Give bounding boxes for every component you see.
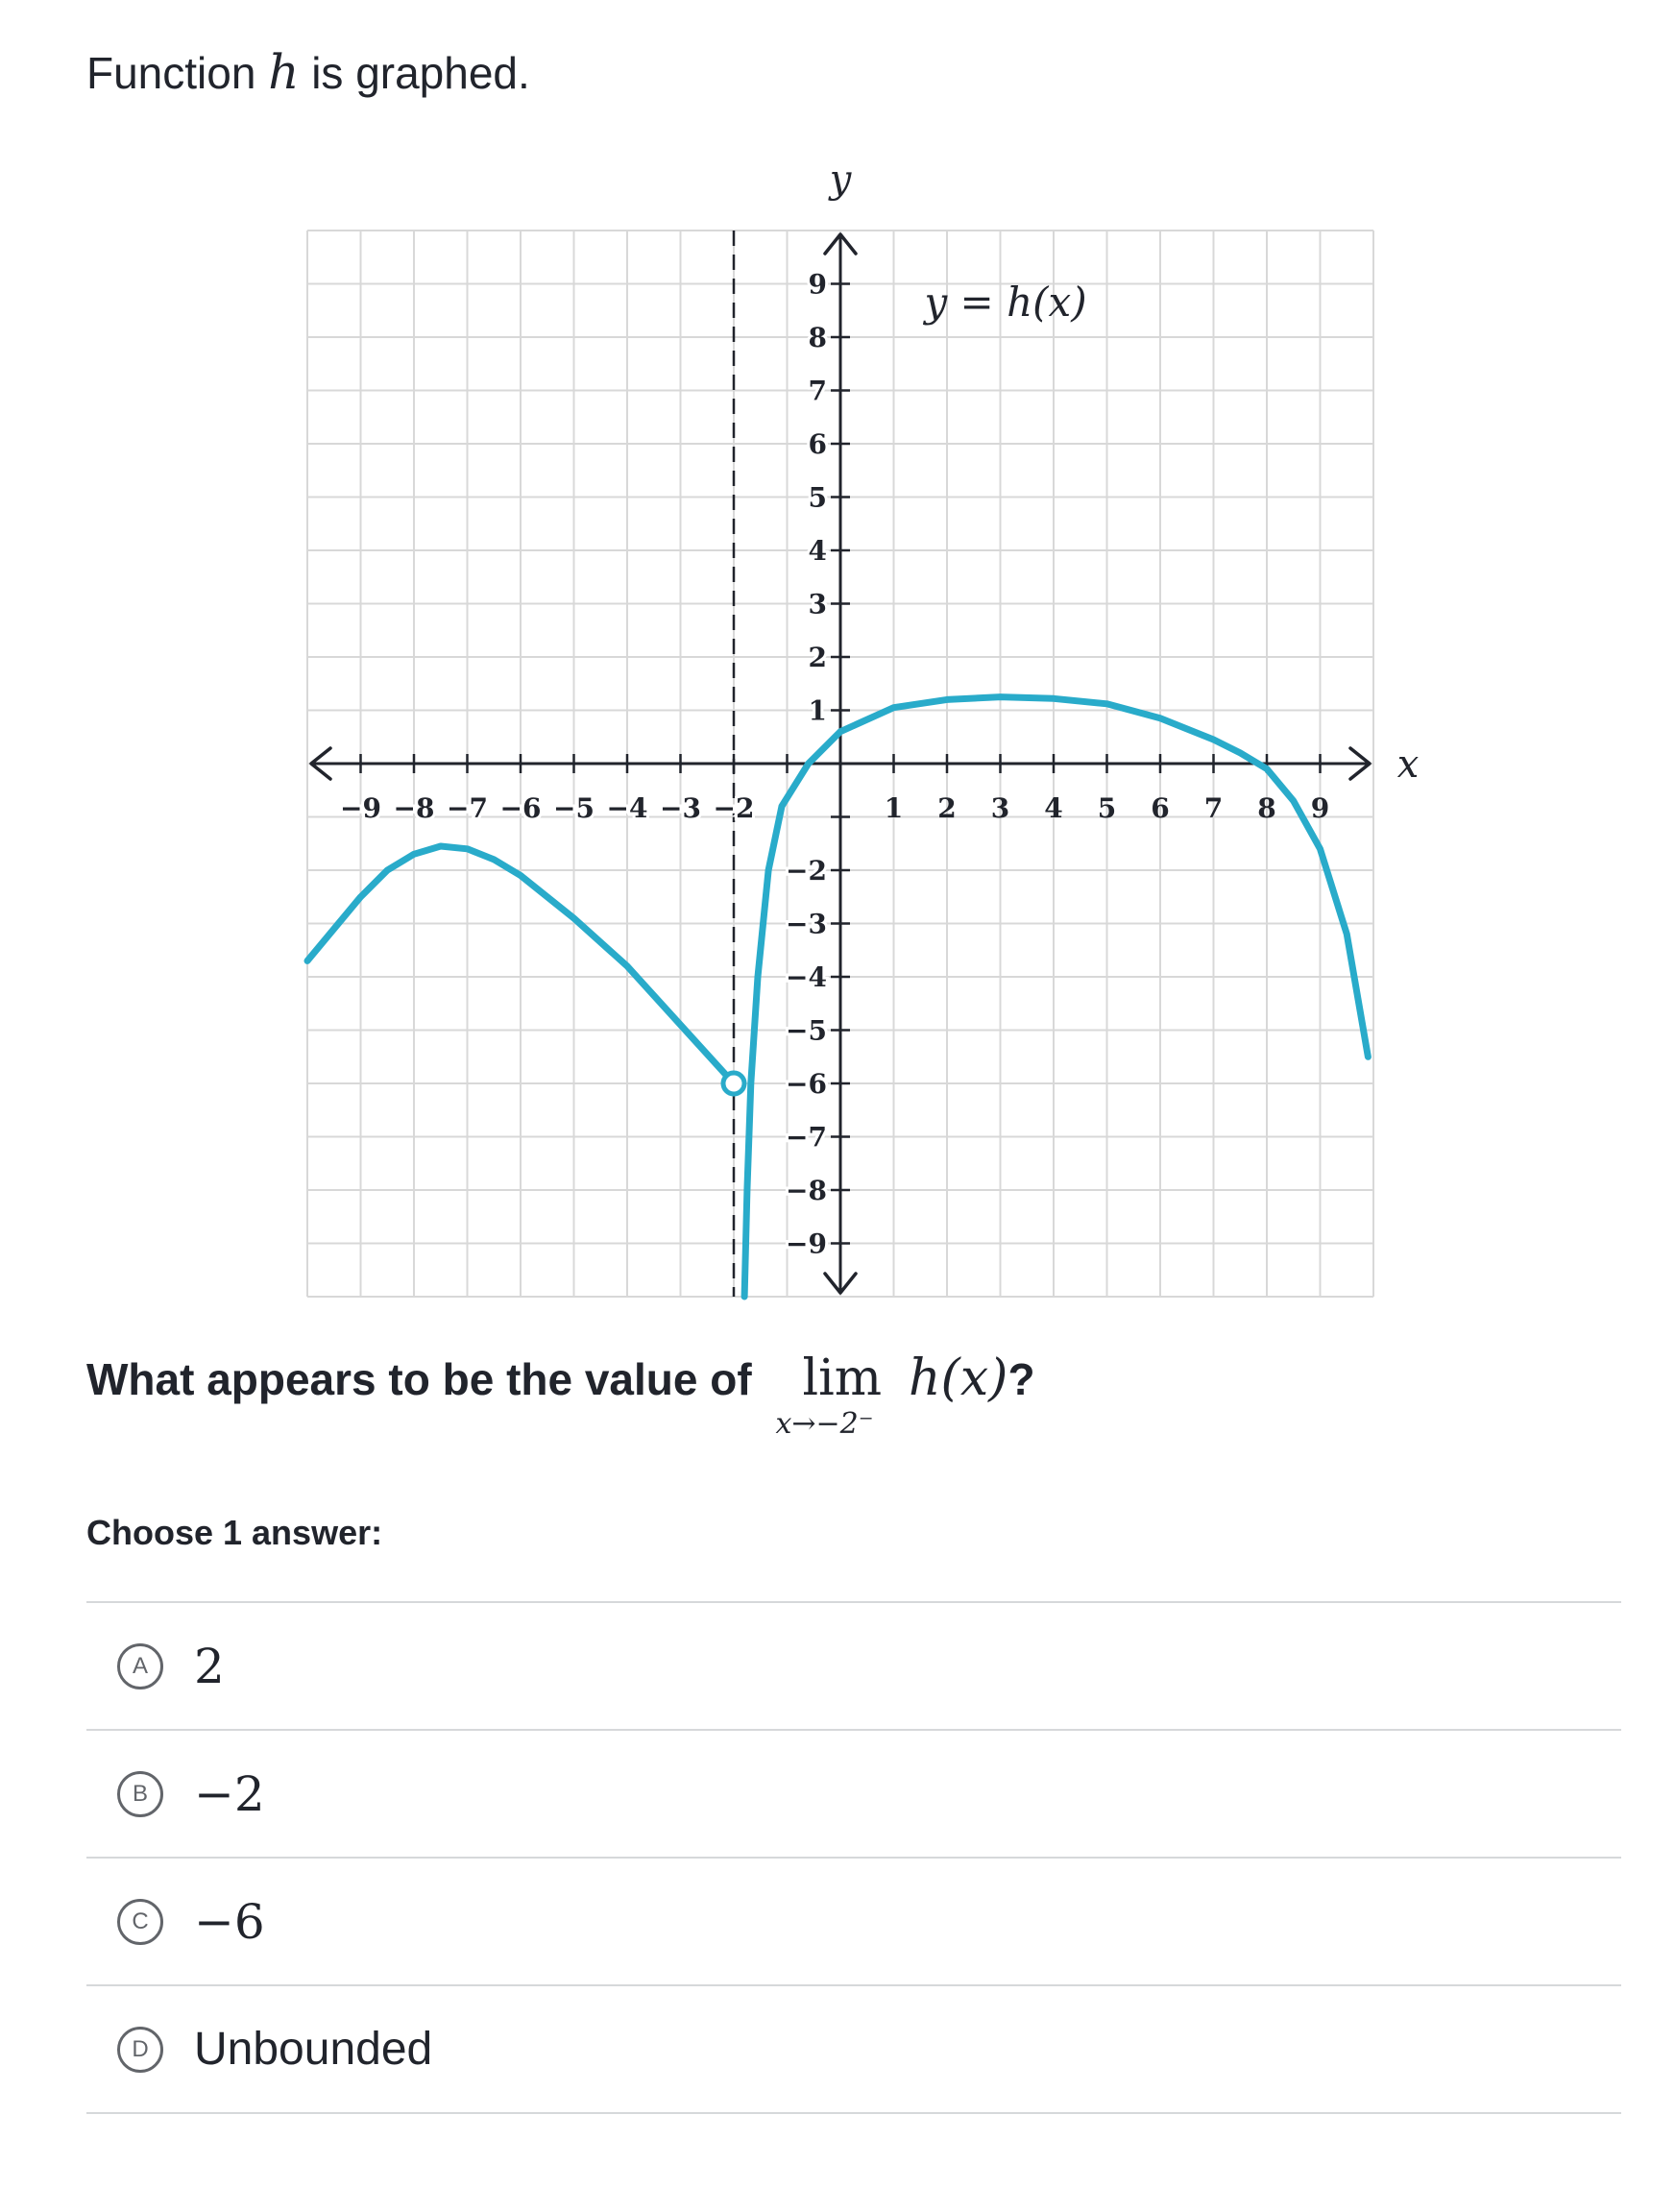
x-axis-label: x [1396,742,1420,787]
answer-choices [86,1601,1621,2114]
y-axis-label: y [829,158,852,202]
y-tick-label: 5 [808,481,827,514]
function-name: h [268,44,300,100]
y-tick-label: 6 [808,428,827,460]
limit-expression: h(x) [909,1349,1008,1407]
choice-b-text: −2 [194,1765,265,1822]
question-end: ? [1007,1354,1035,1404]
choice-c-text: −6 [194,1893,265,1950]
limit-word: lim [802,1349,883,1407]
x-tick-label: 3 [990,792,1010,824]
choice-d-text: Unbounded [194,2024,433,2075]
prompt-text-before: Function [86,48,269,98]
x-tick-label: 1 [884,792,904,824]
limit-subscript: x→−2⁻ [775,1407,874,1441]
y-tick-label: 2 [808,642,827,673]
y-tick-label: 7 [808,375,827,407]
x-tick-label: 2 [937,792,957,824]
y-tick-label: 9 [808,268,827,301]
y-tick-label: −5 [786,1014,827,1047]
choice-a-text: 2 [194,1638,225,1694]
x-tick-label: −9 [340,792,381,824]
x-tick-label: −6 [499,792,542,824]
y-tick-label: 1 [808,694,827,727]
y-tick-label: −3 [786,908,827,940]
x-tick-label: 8 [1257,792,1276,824]
x-tick-label: −7 [447,792,488,824]
series-label: y = h(x) [924,278,1087,326]
choice-d-bubble[interactable]: D [117,2027,163,2073]
y-tick-label: 8 [808,322,827,353]
limit-operator [775,1349,883,1441]
x-tick-label: −5 [553,792,595,824]
choice-b-bubble[interactable]: B [117,1771,163,1817]
choice-d[interactable] [86,1986,1621,2114]
x-tick-label: −8 [393,792,435,824]
x-tick-label: 9 [1310,792,1330,824]
x-tick-label: −4 [606,792,648,824]
x-tick-label: 4 [1044,792,1063,824]
open-circle-endpoint [723,1073,744,1094]
choice-c[interactable] [86,1859,1621,1986]
choice-c-bubble[interactable]: C [117,1899,163,1945]
choice-b[interactable] [86,1731,1621,1859]
x-tick-label: 6 [1151,792,1170,824]
tick-labels [340,158,1419,1260]
y-tick-label: −7 [786,1121,827,1154]
x-tick-label: −2 [713,792,755,824]
choice-a[interactable] [86,1603,1621,1731]
curve-right-branch [744,694,1368,1297]
choose-label: Choose 1 answer: [86,1513,383,1552]
y-tick-label: −4 [786,961,827,993]
prompt-text-after: is graphed. [299,48,530,98]
y-tick-label: −6 [786,1068,827,1100]
x-tick-label: −3 [660,792,701,824]
question-text: What appears to be the value of [86,1354,752,1404]
choice-a-bubble[interactable]: A [117,1643,163,1689]
x-tick-label: 5 [1097,792,1117,824]
y-tick-label: −2 [786,855,827,887]
axes [311,234,1370,1293]
y-tick-label: 3 [808,588,827,620]
y-tick-label: −8 [786,1175,827,1206]
y-tick-label: 4 [808,535,827,567]
x-tick-label: 7 [1203,792,1224,824]
y-tick-label: −9 [786,1228,827,1260]
question [86,1349,1035,1441]
